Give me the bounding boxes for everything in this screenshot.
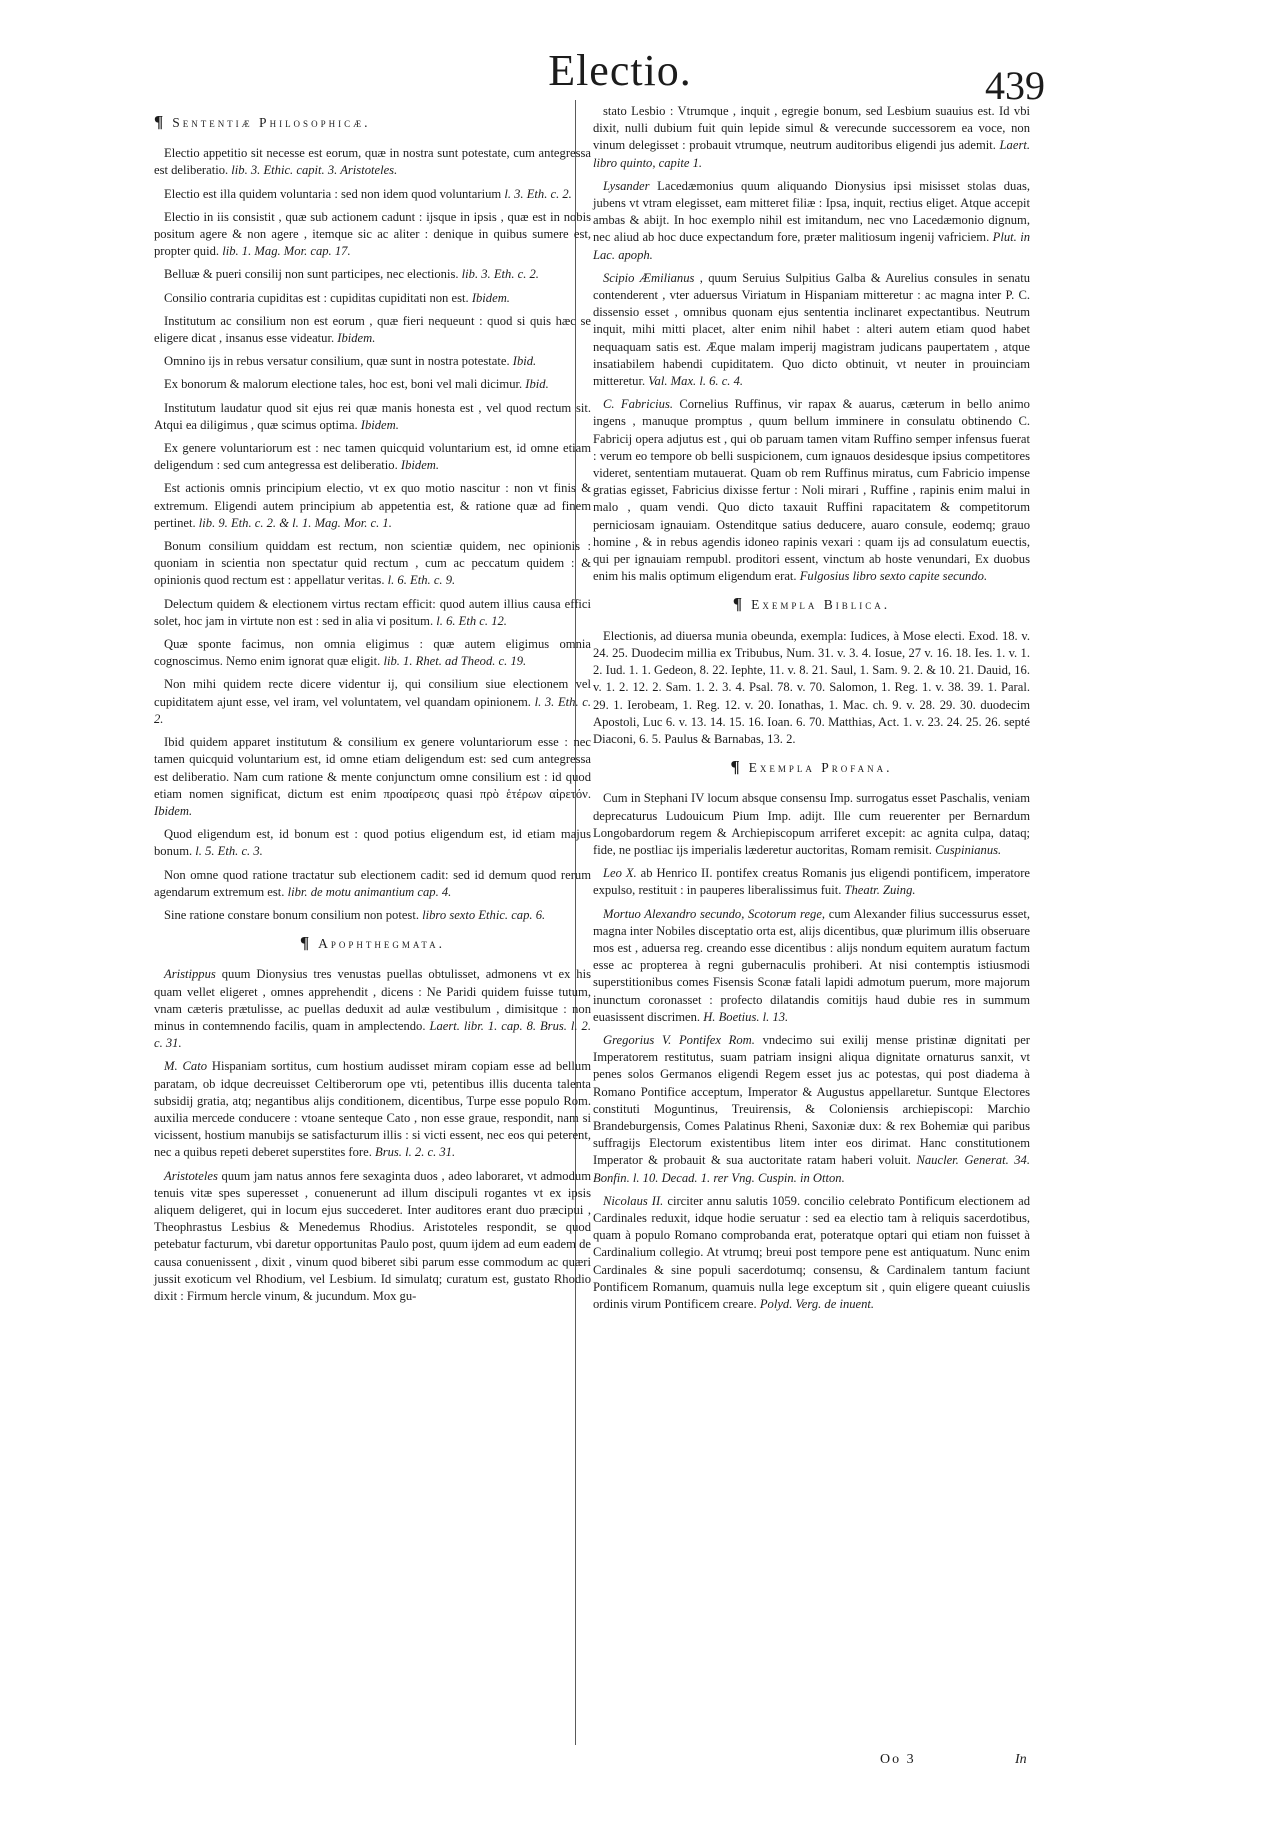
entry-paragraph (593, 790, 1030, 859)
philosophical-entries (154, 145, 591, 924)
biblical-entry: Electionis, ad diuersa munia obeunda, exempla: Iudices, à Mose electi. Exod. 18. v. 24. 25. Duodecim millia ex Tribubus, Num. 31. v. 3. 4. Iosue, 27 v. 16. 18. Ies. 1. v. 1. 2. Iud. 1. 1. Gedeon, 8. 22. Iephte, 11. v. 8. 21. Saul, 1. Sam. 9. 2. & 10. 21. Dauid, 16. v. 1. 2. 12. 2. Sam. 1. 2. 3. 4. Psal. 78. v. 70. Salomon, 1. Reg. 1. v. 38. 39. 1. Paral. 29. 1. Ierobeam, 1. Reg. 12. v. 20. Ionathas, 1. Mac. ch. 9. v. 28. 29. 30. duodecim Apostoli, Luc 6. v. 13. 14. 15. 16. Ioan. 6. 70. Matthias, Act. 1. v. 23. 24. 25. 26. septé Diaconi, 6. 5. Paulus & Barnabas, 13. 2. (593, 628, 1030, 746)
profane-entries (593, 790, 1030, 1313)
entry-citation: Brus. l. 2. c. 31. (375, 1145, 456, 1160)
entry-citation: lib. 3. Ethic. capit. 3. Aristoteles. (231, 163, 398, 178)
entry-text: , quum Seruius Sulpitius Galba & Aurelius consules in senatu contenderent , vter aduersus Viriatum in Hispaniam mitteretur : ac magna inter P. C. dissensio esset , omnibus quonam ejus sententia inclinaret expectantibus. Neutrum inquit, mihi mitti placet, alter enim nihil habet : alteri autem etiam quod habet nequaquam satis est. Æque malam imperij magistram judicans paupertatem , atque insatiabilem habendi cupiditatem. Quo dicto obtinuit, vt neuter in prouinciam mitteretur. (593, 270, 1030, 389)
entry-paragraph (154, 538, 591, 590)
entry-text: Electio appetitio sit necesse est eorum, quæ in nostra sunt potestate, cum antegressa est deliberatio. (154, 146, 591, 178)
entry-citation: libr. de motu animantium cap. 4. (287, 884, 452, 899)
entry-citation: l. 3. Eth. c. 2. (154, 694, 591, 726)
entry-text: Quæ sponte facimus, non omnia eligimus : quæ autem eligimus omnia cognoscimus. Nemo enim ignorat quæ eligit. (154, 637, 591, 669)
entry-paragraph (154, 1168, 591, 1306)
entry-lead: Aristippus (164, 967, 216, 982)
entry-citation: lib. 3. Eth. c. 2. (461, 267, 539, 282)
entry-paragraph (593, 1032, 1030, 1187)
entry-text: Cum in Stephani IV locum absque consensu Imp. surrogatus esset Paschalis, veniam deprecaturus Ludouicum Pium Imp. adijt. Ille cum reuerenter per Bernardum Longobardorum regem & Archiepiscopum arriferet excepit: ac agnita culpa, dataq; fide, ne postliac ijs imperialis læderetur auctoritas, Romam remisit. (593, 791, 1030, 857)
entry-text: quum jam natus annos fere sexaginta duos , adeo laboraret, vt admodum tenuis vitæ spes superesset , conuenerunt ad illum discipuli rogantes vt ex ipsis aliquem deligeret, qui in locum ejus succederet. Inter auditores erant duo præcipui , Theophrastus Lesbius & Menedemus Rhodius. Aristoteles respondit, se quod petebatur facturum, vbi daretur opportunitas Paulo post, quum ijdem ad eum eadem de causa conuenissent , dixit , vinum quod biberet sibi parum esse commodum ac quæri jussit exoticum vel Rhodium, vel Lesbium. Id simulatq; curatum est, gustato Rhodio dixit : Firmum hercle vinum, & jucundum. Mox gu- (154, 1168, 591, 1303)
section-heading-biblical (593, 595, 1030, 613)
entry-text: Institutum ac consilium non est eorum , quæ fieri nequeunt : quod si quis hæc se eligere dicat , insanus esse videatur. (154, 313, 591, 346)
entry-lead: Lysander (603, 178, 650, 193)
entry-citation: Ibidem. (400, 458, 440, 473)
entry-text: Belluæ & pueri consilij non sunt participes, nec electionis. (164, 267, 459, 282)
entry-paragraph (154, 290, 591, 307)
entry-text: Lacedæmonius quum aliquando Dionysius ipsi misisset stolas duas, jubens vt vtram elegisset, eam mitteret filiæ : Ipsa, inquit, rectius eliget. Atque accepit ambas & abijt. In hoc exemplo nihil est imitandum, nec vno Lacedæmonio dignum, nec aliud ab hoc duce expectandum fore, præter malitiosum ingenij vafriciem. (593, 178, 1030, 245)
entry-lead: Gregorius V. Pontifex Rom. (603, 1032, 755, 1047)
entry-paragraph (154, 907, 591, 924)
entry-text: Omnino ijs in rebus versatur consilium, quæ sunt in nostra potestate. (164, 354, 510, 369)
entry-text: Consilio contraria cupiditas est : cupiditas cupiditati non est. (164, 290, 469, 305)
entry-citation: Laert. libro quinto, capite 1. (593, 138, 1030, 170)
entry-text: vndecimo sui exilij mense pristinæ dignitati per Imperatorem restitutus, suam patriam insigni aliqua dignitate ornaturus sanxit, vt penes solos Germanos eligendi Regem esset jus ac potestas, qui post diadema à Romano Pontifice acceptum, Imperator & Augustus appellaretur. Suntque Electores constituti Moguntinus, Treuirensis, & Coloniensis archiepiscopi: Marchio Brandeburgensis, Comes Palatinus Rheni, Saxoniæ dux: & rex Bohemiæ qui paribus suffragijs Electorum existentibus litem inter eos dirimat. Hanc constitutionem Imperator & probauit & sua auctoritate ratam haberi voluit. (593, 1032, 1031, 1168)
entry-citation: l. 6. Eth. c. 9. (387, 573, 456, 588)
entry-text: Est actionis omnis principium electio, vt ex quo motio nascitur : non vt finis & extremum. Eligendi autem principium ab appetentia est, & ratione quæ ad finem pertinet. (154, 481, 591, 530)
entry-paragraph (154, 353, 591, 370)
section-heading-philosophical (154, 113, 591, 131)
entry-lead: M. Cato (164, 1059, 207, 1074)
entry-text: Institutum laudatur quod sit ejus rei quæ manis honesta est , vel quod rectum sit. Atqui ea diligimus , quæ scimus optima. (154, 400, 591, 432)
pilcrow-icon: ¶ (730, 757, 743, 777)
right-column (593, 103, 1030, 1319)
entry-paragraph (154, 186, 591, 203)
entry-citation: lib. 1. Rhet. ad Theod. c. 19. (383, 654, 527, 669)
entry-text: cum Alexander filius successurus esset, magna inter Nobiles disceptatio orta est, alijs dicentibus, quæ plurimum illis obseruare mos est , aduersa reg. creando esse dicentibus : alijs nondum equitem auratum factum esse ac propterea à regni gubernaculis prohiberi. At nisi contemptis istiusmodi superstitionibus comes Fisensis Sconæ fatali lapidi admotum puerum, more majorum inunctum coronasset : profecto dilatandis comitijs haud dubie res in summum euasissent discrimen. (593, 906, 1030, 1024)
entry-text: stato Lesbio : Vtrumque , inquit , egregie bonum, sed Lesbium suauius est. Id vbi dixit, nulli dubium fuit quin lepide simul & verecunde successorem ea voce, non vinum delegisset : probauit vtrumque, neutrum auditoribus eligendi jus ademit. (593, 104, 1030, 153)
signature-mark: Oo 3 (880, 1752, 916, 1767)
entry-citation: Ibid. (512, 354, 537, 369)
entry-paragraph (593, 865, 1030, 899)
entry-paragraph (154, 376, 591, 393)
apophthegm-entries-continued (593, 103, 1030, 585)
entry-lead: C. Fabricius. (603, 397, 674, 412)
left-column (154, 103, 591, 1311)
entry-paragraph (593, 906, 1030, 1026)
entry-paragraph (154, 734, 591, 820)
entry-paragraph (593, 178, 1030, 264)
section-heading-apophthegms (154, 934, 591, 952)
entry-text: Non mihi quidem recte dicere videntur ij, qui consilium siue electionem vel cupiditatem ajunt esse, vel iram, vel voluntatem, vel quandam opinionem. (154, 677, 591, 709)
entry-text: Ibid quidem apparet institutum & consilium ex genere voluntariorum esse : nec tamen quicquid voluntarium est, id omne etiam deligendum est: sed cum antegressa est deliberatio. Nam cum ratione & mente conjunctum omne consilium est : id quod etiam nomen significat, dictum est enim προαίρεσις quasi πρὸ ἑτέρων αἱρετόν. (154, 735, 591, 801)
entry-lead: Leo X. (603, 866, 637, 881)
entry-citation: lib. 9. Eth. c. 2. & l. 1. Mag. Mor. c. 1. (198, 515, 392, 530)
entry-citation: Ibidem. (360, 417, 399, 432)
entry-text: Ex genere voluntariorum est : nec tamen quicquid voluntarium est, id omne etiam deligendum : sed cum antegressa est deliberatio. (154, 441, 591, 473)
entry-text: Electio in iis consistit , quæ sub actionem cadunt : ijsque in ipsis , quæ est in nobis positum agere & non agere , itemque sic ac aliter : denique in quibus sumere est, propter quid. (154, 209, 591, 259)
entry-text: Non omne quod ratione tractatur sub electionem cadit: sed id demum quod rerum agendarum extremum est. (154, 867, 591, 899)
pilcrow-icon: ¶ (299, 933, 313, 953)
entry-citation: Val. Max. l. 6. c. 4. (648, 374, 744, 389)
entry-citation: Naucler. Generat. 34. Bonfin. l. 10. Decad. 1. rer Vng. Cuspin. in Otton. (593, 1153, 1031, 1185)
entry-lead: Aristoteles (164, 1168, 218, 1183)
running-title: Electio. (548, 46, 692, 95)
catchword: In (1015, 1752, 1027, 1767)
entry-paragraph (593, 396, 1030, 585)
entry-paragraph (154, 966, 591, 1052)
entry-citation: Ibid. (525, 377, 549, 392)
entry-lead: Scipio Æmilianus (603, 270, 695, 285)
entry-text: Cornelius Ruffinus, vir rapax & auarus, cæterum in bello animo ingens , manuque promptus , quum bellum imminere in consulatu obtinendo C. Fabricij opera adjutus est , qui ob paruam tamen vitam Ruffino semper infensus fuerat : verum eo tempore ob belli suspicionem, cum ignauos desidesque ipsius competitores videret, sententiam mutauerat. Quam ob rem Ruffinus miratus, cum Fabricio impense gratias egisset, Fabricius dixisse fertur : Noli mirari , Ruffine , rapinis enim malui in malo , quam vendi. Quo dicto taxauit Ruffini rapacitatem & competitorum perniciosam ignauiam. Ostenditque satius deducere, auaro consule, eodemq; grauo homine , & in rebus agendis idoneo rapinis vexari : quam ijs ad consulatum euectis, qui per ignauiam rempubl. proditori essent, vinctum ab hoste venundari, Ex duobus enim his malis optimum eligendum erat. (593, 397, 1030, 584)
entry-citation: H. Boetius. l. 13. (703, 1009, 789, 1024)
entry-text: circiter annu salutis 1059. concilio celebrato Pontificum electionem ad Cardinales reduxit, idque hodie seruatur : sed ea electio tam à reliquis sacerdotibus, quam à populo Romano comprobanda erat, poteratque optari qui etiam non fuisset à Cardinalium collegio. At vtrumq; breui post tempore pene est antiquatum. Nunc enim Cardinales & sine populi sacerdotumq; consensu, & Cardinalem tantum faciunt Pontificem Romanum, quamuis nulla lege exceptum sit , quin eligere queant cuiuslis ordinis virum Pontificem creare. (593, 1193, 1030, 1311)
entry-text: Delectum quidem & electionem virtus rectam efficit: quod autem illius causa effici solet, hoc jam in virtute non est : sed in alia vi positum. (154, 596, 591, 628)
entry-paragraph (154, 826, 591, 860)
entry-text: quum Dionysius tres venustas puellas obtulisset, admonens vt ex his quam vellet eligeret , omnes apprehendit , dicens : Ne Paridi quidem fuisse tutum, vnam cæteris prætulisse, ac puellas deduxit ad aulæ vestibulum , dimisitque : non minus in contemnendo facilis, quam in amplectendo. (154, 967, 591, 1033)
apophthegm-entries (154, 966, 591, 1305)
entry-citation: lib. 1. Mag. Mor. cap. 17. (222, 244, 351, 259)
entry-citation: l. 5. Eth. c. 3. (195, 844, 263, 859)
entry-paragraph (154, 867, 591, 901)
entry-lead: Mortuo Alexandro secundo, Scotorum rege, (603, 906, 826, 921)
entry-citation: l. 3. Eth. c. 2. (504, 186, 572, 201)
entry-citation: Cuspinianus. (935, 842, 1002, 857)
entry-paragraph (154, 676, 591, 728)
entry-text: ab Henrico II. pontifex creatus Romanis jus eligendi pontificem, imperatore expulso, restituit : in pauperes liberalissimus fuit. (593, 866, 1030, 898)
entry-citation: Fulgosius libro sexto capite secundo. (799, 569, 988, 584)
section-heading-text: Exempla Profana. (748, 760, 893, 776)
entry-citation: Laert. libr. 1. cap. 8. Brus. l. 2. c. 31. (154, 1018, 591, 1051)
entry-lead: Nicolaus II. (603, 1193, 664, 1208)
entry-paragraph (593, 1193, 1030, 1313)
page-number: 439 (985, 63, 1045, 108)
pilcrow-icon: ¶ (154, 112, 167, 131)
entry-citation: Ibidem. (337, 331, 376, 346)
section-heading-text: Apophthegmata. (318, 936, 446, 952)
entry-text: Ex bonorum & malorum electione tales, hoc est, boni vel mali dicimur. (164, 377, 523, 392)
entry-citation: l. 6. Eth c. 12. (436, 613, 507, 628)
entry-citation: Polyd. Verg. de inuent. (759, 1297, 875, 1311)
section-heading-profane (593, 758, 1030, 776)
section-heading-text: Sententiæ Philosophicæ. (172, 115, 371, 130)
entry-citation: Ibidem. (471, 290, 510, 305)
entry-paragraph (154, 266, 591, 283)
entry-text: Sine ratione constare bonum consilium non potest. (164, 907, 419, 922)
entry-paragraph (154, 1058, 591, 1161)
entry-text: Electio est illa quidem voluntaria : sed non idem quod voluntarium (164, 186, 502, 201)
entry-paragraph (593, 103, 1030, 172)
entry-paragraph (154, 440, 591, 474)
entry-text: Hispaniam sortitus, cum hostium audisset miram copiam esse ad bellum paratam, ob idque decreuisset Celtiberorum ope vti, petentibus illis ducenta talenta subsidij gratia, atq; negantibus alijs conditionem, dicentibus, Turpe esse populo Rom. auxilia mercede conducere : vtoane senteque Cato , non esse graue, respondit, nam si vicissent, hostium manubijs se satisfacturum illis : si victi essent, nec eos qui peterent, nec a quibus repeti deberet superstites fore. (154, 1059, 591, 1160)
entry-citation: Theatr. Zuing. (844, 883, 916, 898)
entry-citation: libro sexto Ethic. cap. 6. (422, 907, 546, 922)
entry-paragraph (593, 270, 1030, 390)
entry-paragraph (154, 596, 591, 630)
entry-paragraph (154, 209, 591, 261)
entry-paragraph (154, 313, 591, 347)
section-heading-text: Exempla Biblica. (751, 597, 891, 613)
entry-citation: Ibidem. (154, 803, 193, 818)
entry-paragraph (154, 145, 591, 179)
entry-text: Quod eligendum est, id bonum est : quod potius eligendum est, id etiam majus bonum. (154, 827, 591, 859)
pilcrow-icon: ¶ (732, 594, 746, 614)
entry-citation: Plut. in Lac. apoph. (593, 230, 1031, 262)
entry-paragraph (154, 636, 591, 670)
entry-paragraph (154, 400, 591, 434)
entry-paragraph (154, 480, 591, 532)
entry-text: Bonum consilium quiddam est rectum, non scientiæ quidem, nec opinionis : quoniam in scientia non spectatur quid rectum , cum ac peccatum quidem : & opinionis quod rectum est : appellatur veritas. (154, 539, 591, 588)
